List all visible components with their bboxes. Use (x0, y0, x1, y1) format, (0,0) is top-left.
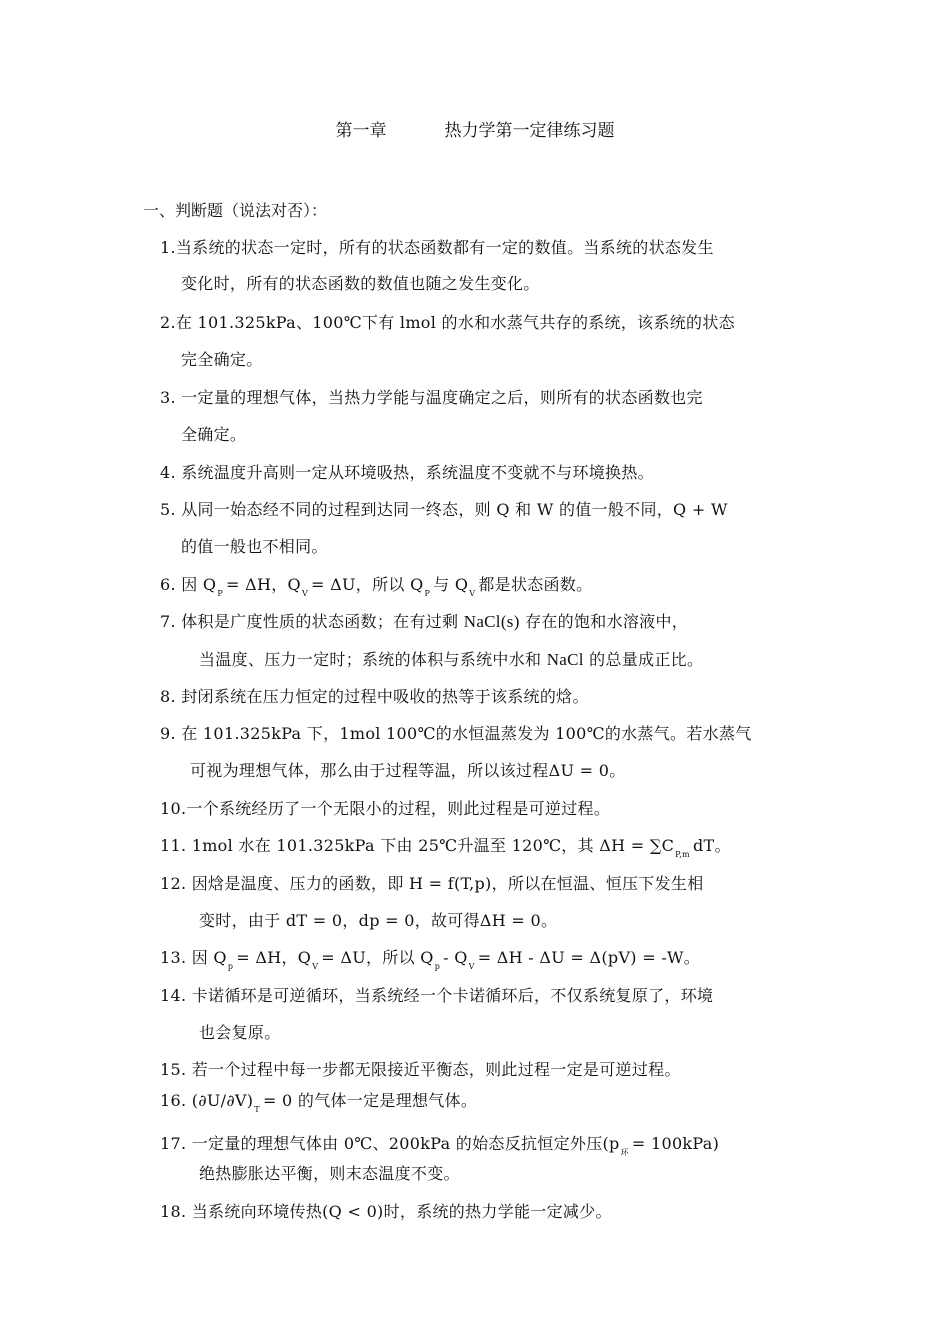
question-15: 15. 若一个过程中每一步都无限接近平衡态，则此过程一定是可逆过程。 (160, 1060, 681, 1079)
question-9-line-1: 9. 在 101.325kPa 下，1mol 100℃的水恒温蒸发为 100℃的水蒸气。若水蒸气 (160, 724, 752, 743)
question-17-line-2: 绝热膨胀达平衡，则末态温度不变。 (199, 1164, 460, 1183)
section-heading: 一、判断题（说法对否）： (143, 201, 328, 220)
chapter-label: 第一章 (335, 121, 387, 141)
page-title (0, 116, 950, 141)
question-4: 4. 系统温度升高则一定从环境吸热，系统温度不变就不与环境换热。 (160, 463, 654, 482)
question-18: 18. 当系统向环境传热(Q < 0)时，系统的热力学能一定减少。 (160, 1202, 612, 1221)
chapter-topic: 热力学第一定律练习题 (444, 121, 615, 141)
question-9-line-2: 可视为理想气体，那么由于过程等温，所以该过程ΔU = 0。 (190, 761, 626, 780)
question-3-line-1: 3. 一定量的理想气体，当热力学能与温度确定之后，则所有的状态函数也完 (160, 388, 703, 407)
question-11: 11. 1mol 水在 101.325kPa 下由 25℃升温至 120℃，其 $\Delta H = \sum C_{P,m}$ dT。 (160, 836, 731, 859)
question-14-line-1: 14. 卡诺循环是可逆循环，当系统经一个卡诺循环后，不仅系统复原了，环境 (160, 986, 714, 1005)
question-12-line-2: 变时，由于 dT = 0，dp = 0，故可得ΔH = 0。 (199, 911, 558, 930)
question-17-line-1: 17. 一定量的理想气体由 0℃、200kPa 的始态反抗恒定外压$(p_环 = 100kPa)$ (160, 1134, 720, 1157)
question-2-line-1: 2.在 101.325kPa、100℃下有 lmol 的水和水蒸气共存的系统，该系统的状态 (160, 313, 735, 332)
question-5-line-1: 5. 从同一始态经不同的过程到达同一终态，则 Q 和 W 的值一般不同，Q + W (160, 500, 728, 519)
question-12-line-1: 12. 因焓是温度、压力的函数，即 H = f(T,p)，所以在恒温、恒压下发生相 (160, 874, 704, 893)
question-7-line-1: 7. 体积是广度性质的状态函数；在有过剩 NaCl(s) 存在的饱和水溶液中， (160, 612, 689, 631)
question-5-line-2: 的值一般也不相同。 (181, 537, 328, 556)
question-3-line-2: 全确定。 (181, 425, 247, 444)
question-8: 8. 封闭系统在压力恒定的过程中吸收的热等于该系统的焓。 (160, 687, 589, 706)
question-2-line-2: 完全确定。 (181, 350, 263, 369)
question-16: 16. $(\partial U/\partial V)_T = 0$ 的气体一定是理想气体。 (160, 1091, 478, 1114)
question-13: 13. 因 $Q_p = \Delta H$，$Q_V = \Delta U$，所以 $Q_p - Q_V = \Delta H - \Delta U = \Delta(pV) = -W$。 (160, 948, 701, 971)
question-7-line-2: 当温度、压力一定时；系统的体积与系统中水和 NaCl 的总量成正比。 (199, 650, 704, 669)
question-14-line-2: 也会复原。 (199, 1023, 281, 1042)
question-6: 6. 因 $Q_P = \Delta H$，$Q_V = \Delta U$，所以 $Q_P$ 与 $Q_V$ 都是状态函数。 (160, 575, 593, 598)
question-1-line-2: 变化时，所有的状态函数的数值也随之发生变化。 (181, 274, 540, 293)
question-1-line-1: 1.当系统的状态一定时，所有的状态函数都有一定的数值。当系统的状态发生 (160, 238, 714, 257)
question-10: 10.一个系统经历了一个无限小的过程，则此过程是可逆过程。 (160, 799, 611, 818)
